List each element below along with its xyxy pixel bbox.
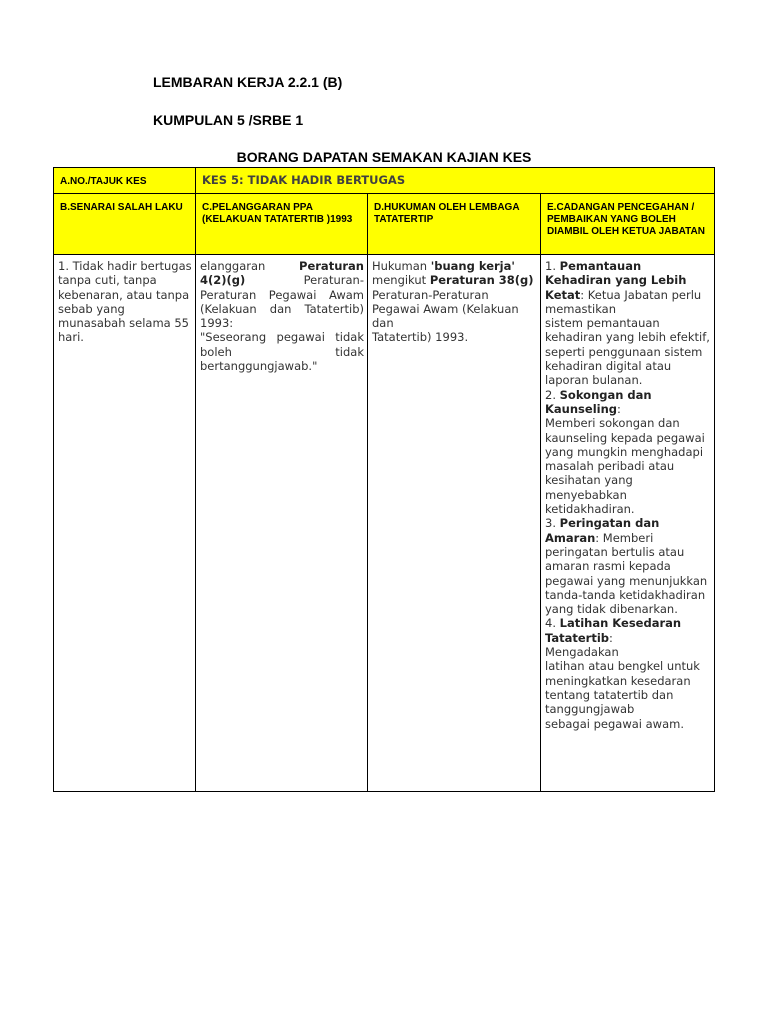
suggestion-title-4: Latihan Kesedaran Tatatertib [545, 616, 682, 645]
misconduct-list-cell [54, 255, 196, 792]
header-misconduct-list: B.SENARAI SALAH LAKU [54, 194, 196, 255]
suggestion-title-1: Pemantauan Kehadiran yang Lebih Ketat [545, 259, 687, 302]
header-disciplinary-punishment: D.HUKUMAN OLEH LEMBAGA TATATERTIP [368, 194, 541, 255]
form-title: BORANG DAPATAN SEMAKAN KAJIAN KES [236, 149, 532, 165]
case-content-row [54, 255, 715, 792]
punishment-cell: Hukuman 'buang kerja' mengikut Peraturan 38(g) Peraturan-Peraturan Pegawai Awam (Kelakuan dan Tatatertib) 1993. [368, 255, 541, 792]
suggestion-item-4: 4. Latihan Kesedaran Tatatertib: Mengadakan latihan atau bengkel untuk meningkatkan kesedaran tentang tatatertib dan tanggungjawab sebagai pegawai awam. [545, 616, 700, 731]
suggestion-title-2: Sokongan dan Kaunseling [545, 387, 652, 416]
case-title: KES 5: TIDAK HADIR BERTUGAS [196, 168, 715, 194]
punishment-type: 'buang kerja' [430, 259, 515, 273]
regulation-reference: Peraturan 4(2)(g) [200, 259, 364, 288]
case-review-table [53, 167, 715, 792]
misconduct-line-1: 1. Tidak hadir bertugas tanpa cuti, tanpa [58, 259, 192, 288]
punishment-regulation: Peraturan 38(g) [429, 273, 534, 288]
group-title: KUMPULAN 5 /SRBE 1 [153, 112, 304, 128]
header-ppa-violation: C.PELANGGARAN PPA (KELAKUAN TATATERTIB )1993 [196, 194, 368, 255]
case-number-label: A.NO./TAJUK KES [54, 168, 196, 194]
violation-text: elanggaran Peraturan 4(2)(g) Peraturan-Peraturan Pegawai Awam (Kelakuan dan Tatatertib) 1993: [200, 259, 364, 331]
suggestion-item-2: 2. Sokongan dan Kaunseling: Memberi sokongan dan kaunseling kepada pegawai yang mungkin menghadapi masalah peribadi atau kesihatan yang menyebabkan ketidakhadiran. [545, 387, 705, 517]
suggestion-item-3: 3. Peringatan dan Amaran: Memberi peringatan bertulis atau amaran rasmi kepada pegawai yang menunjukkan tanda-tanda ketidakhadiran yang tidak dibenarkan. [545, 516, 708, 617]
worksheet-title: LEMBARAN KERJA 2.2.1 (B) [153, 74, 343, 90]
suggestion-title-3: Peringatan dan Amaran [545, 516, 660, 545]
violation-quote: "Seseorang pegawai tidak boleh tidak bertanggungjawab." [200, 330, 364, 374]
case-title-row [54, 168, 715, 194]
ppa-violation-cell [196, 255, 368, 792]
column-header-row [54, 194, 715, 255]
suggestion-item-1: 1. Pemantauan Kehadiran yang Lebih Ketat: Ketua Jabatan perlu memastikan sistem pemantauan kehadiran yang lebih efektif, seperti penggunaan sistem kehadiran digital atau laporan bulanan. [545, 259, 710, 388]
header-prevention-suggestions: E.CADANGAN PENCEGAHAN / PEMBAIKAN YANG BOLEH DIAMBIL OLEH KETUA JABATAN [541, 194, 715, 255]
suggestions-cell [541, 255, 715, 792]
misconduct-line-2: kebenaran, atau tanpa sebab yang munasabah selama 55 hari. [58, 287, 190, 345]
